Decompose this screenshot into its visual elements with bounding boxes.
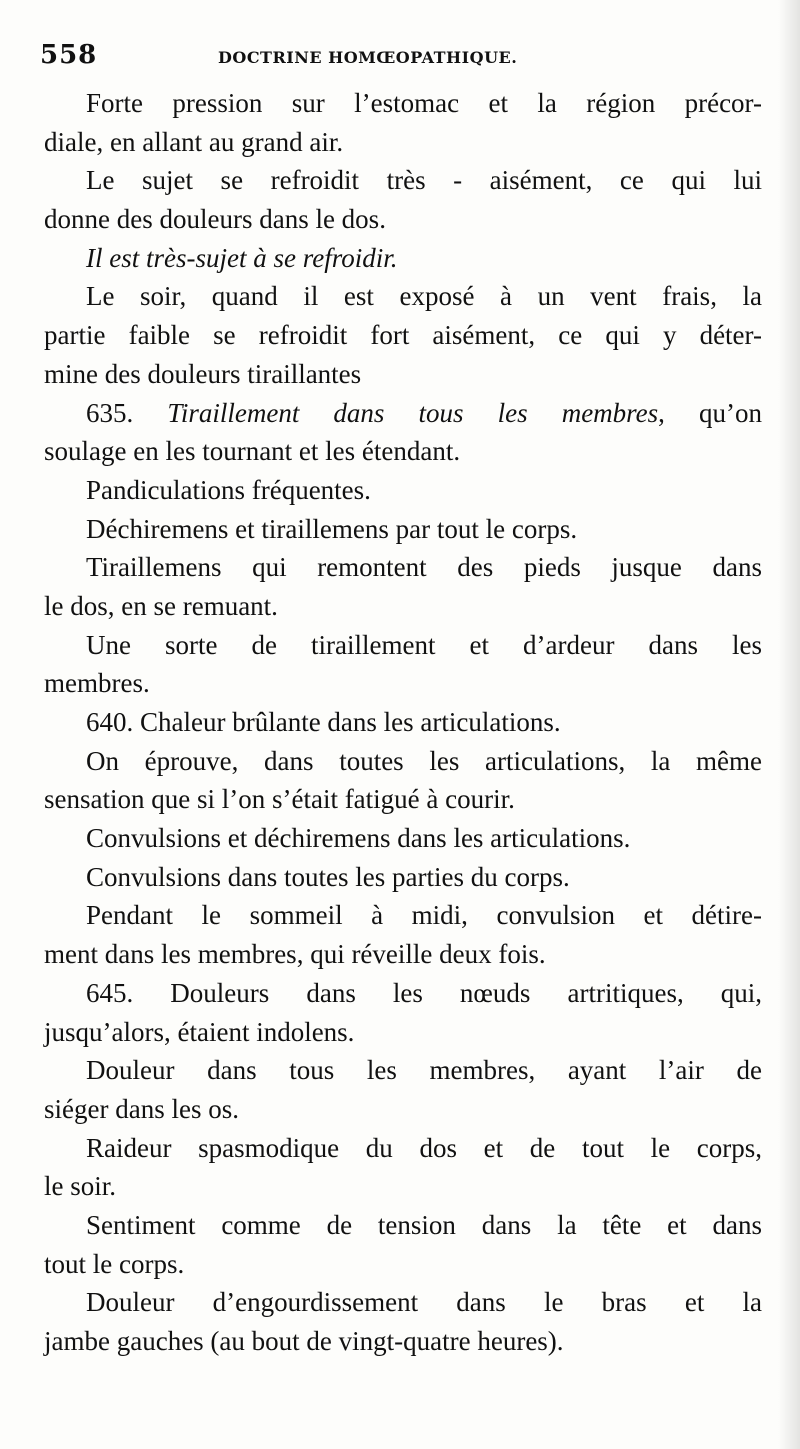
text-line: Forte pression sur l’estomac et la région précor- bbox=[86, 88, 762, 118]
text-line: siéger dans les os. bbox=[44, 1093, 239, 1124]
binding-shadow bbox=[778, 0, 800, 1449]
text-line: Tiraillemens qui remontent des pieds jusque dans bbox=[86, 552, 762, 583]
running-head bbox=[40, 40, 760, 76]
text-line: Raideur spasmodique du dos et de tout le corps, bbox=[86, 1132, 762, 1163]
text-line: Sentiment comme de tension dans la tête et dans bbox=[86, 1209, 762, 1240]
text-line: diale, en allant au grand air. bbox=[44, 126, 344, 157]
text-line: Douleur d’engourdissement dans le bras et la bbox=[86, 1287, 762, 1318]
text-line: Le sujet se refroidit très - aisément, ce qui lui bbox=[86, 165, 762, 196]
italic-phrase: Tiraillement dans tous les membres bbox=[167, 397, 659, 428]
running-title: DOCTRINE HOMŒOPATHIQUE. bbox=[218, 48, 518, 67]
page-number: 558 bbox=[40, 40, 98, 70]
text-body bbox=[44, 84, 762, 1361]
text-line: jambe gauches (au bout de vingt-quatre heures). bbox=[44, 1326, 564, 1356]
text-line: tout le corps. bbox=[44, 1248, 185, 1279]
text-line: Pandiculations fréquentes. bbox=[86, 474, 371, 505]
text-line: Douleur dans tous les membres, ayant l’air de bbox=[86, 1055, 762, 1086]
text-line: membres. bbox=[44, 668, 150, 699]
text-line: Une sorte de tiraillement et d’ardeur dans les bbox=[86, 629, 762, 660]
text-line: le soir. bbox=[44, 1171, 116, 1202]
text-line: partie faible se refroidit fort aisément, ce qui y déter- bbox=[44, 320, 762, 351]
text-line: Le soir, quand il est exposé à un vent frais, la bbox=[86, 281, 762, 312]
text-line: mine des douleurs tiraillantes bbox=[44, 358, 362, 389]
text-line: Convulsions et déchiremens dans les articulations. bbox=[86, 823, 631, 854]
text-line-italic: Il est très-sujet à se refroidir. bbox=[86, 242, 398, 273]
text-line: soulage en les tournant et les étendant. bbox=[44, 436, 461, 467]
text-line: On éprouve, dans toutes les articulations, la même bbox=[86, 745, 762, 776]
text-line: sensation que si l’on s’était fatigué à courir. bbox=[44, 784, 515, 815]
text-line: jusqu’alors, étaient indolens. bbox=[44, 1016, 355, 1047]
text-line: ment dans les membres, qui réveille deux fois. bbox=[44, 939, 546, 970]
text-line: Déchiremens et tiraillemens par tout le corps. bbox=[86, 513, 578, 544]
text-line: 645. Douleurs dans les nœuds artritiques, qui, bbox=[86, 977, 762, 1008]
text-line: Pendant le sommeil à midi, convulsion et détire- bbox=[86, 900, 762, 931]
text-line: 640. Chaleur brûlante dans les articulations. bbox=[86, 707, 561, 737]
text-line-numbered bbox=[44, 394, 762, 433]
paragraph-number: 635. bbox=[86, 397, 134, 428]
text-line: le dos, en se remuant. bbox=[44, 590, 278, 621]
line-rest: , qu’on bbox=[658, 397, 762, 428]
text-line: Convulsions dans toutes les parties du corps. bbox=[86, 861, 570, 892]
text-line: donne des douleurs dans le dos. bbox=[44, 204, 386, 235]
